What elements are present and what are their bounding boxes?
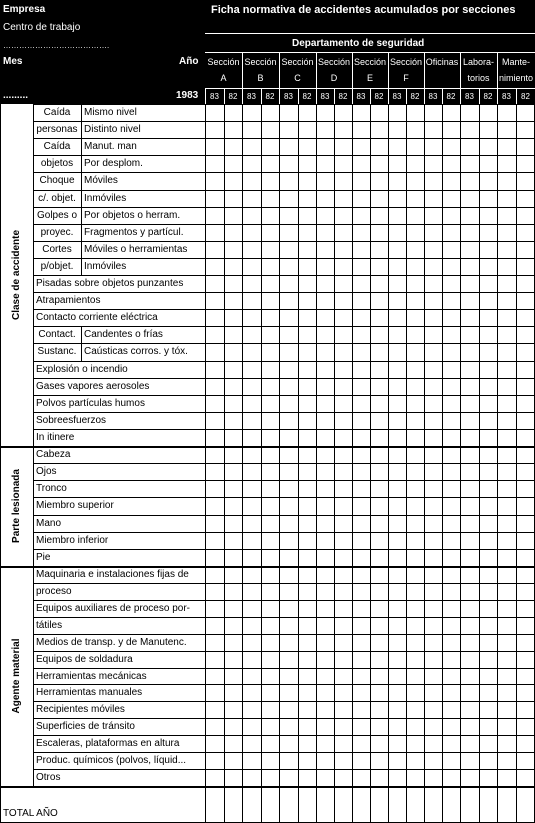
column-title-line1: Sección [389,57,423,67]
year-label: 83 [392,92,402,101]
row-label: Miembro superior [36,500,114,511]
section-line [0,566,535,568]
row-label: Otros [36,772,61,783]
column-line [424,104,425,823]
column-line [205,104,206,823]
group-label: personas [36,124,78,135]
group-label: Cortes [42,244,72,255]
section-line [0,786,535,788]
form-title: Ficha normativa de accidentes acumulados por secciones [211,4,516,16]
column-line [279,104,280,823]
column-title-line2: E [366,73,373,83]
column-line [388,104,389,823]
row-label: In itinere [36,432,75,443]
row-label: proceso [36,586,72,597]
row-label: Manut. man [84,141,137,152]
year-label: 82 [410,92,420,101]
group-label: proyec. [40,227,74,238]
year-label: 82 [265,92,275,101]
subcolumn-line [516,104,517,823]
year-label: 82 [338,92,348,101]
column-title-line1: Labora- [462,57,495,67]
row-label: Pie [36,552,51,563]
subcolumn-line [334,104,335,823]
total-label: TOTAL AÑO [3,808,58,819]
year-label: 83 [356,92,366,101]
empresa-label: Empresa [3,4,46,15]
section-label-clase: Clase de accidente [11,229,22,321]
column-title-line2: C [294,73,301,83]
group-label: p/objet. [40,261,74,272]
column-line [242,104,243,823]
year-label: 82 [521,92,530,101]
row-label: Gases vapores aerosoles [36,381,150,392]
column-title-line1: Sección [244,57,277,67]
header-divider [205,52,535,53]
row-label: Medios de transp. y de Manutenc. [36,637,187,648]
row-label: Fragmentos y partícul. [84,227,184,238]
row-label: Explosión o incendio [36,364,128,375]
row-label: Inmóviles [84,193,127,204]
subcolumn-line [479,104,480,823]
row-label: Ojos [36,466,57,477]
column-title-line2: D [330,73,338,83]
section-label-parte: Parte lesionada [11,469,22,543]
row-label: Por desplom. [84,158,143,169]
row-label: Produc. químicos (polvos, líquid... [36,755,187,766]
row-label: Contacto corriente eléctrica [36,312,158,323]
column-title-line2: A [220,73,227,83]
row-label: Herramientas manuales [36,687,143,698]
year-label: 1983 [176,90,199,101]
row-label: Tronco [36,483,67,494]
section-label-agente: Agente material [11,638,22,714]
year-label: 82 [302,92,312,101]
year-label: 82 [446,92,456,101]
subcolumn-line [370,104,371,823]
row-label: Maquinaria e instalaciones fijas de [36,569,189,580]
mes-dots: ......... [3,90,29,101]
group-label: objetos [40,158,74,169]
grid-border [0,104,1,823]
year-label: 82 [483,92,493,101]
row-label: Cabeza [36,449,71,460]
year-label: 83 [247,92,256,101]
column-title-line2: B [257,73,264,83]
column-title-line1: Sección [281,57,314,67]
group-label: Sustanc. [37,346,77,357]
row-label: Miembro inferior [36,535,109,546]
section-line [0,446,535,448]
subcolumn-line [261,104,262,823]
column-line [316,104,317,823]
row-label: Distinto nivel [84,124,141,135]
header-divider [205,33,535,34]
year-label: 83 [502,92,511,101]
header-divider [205,88,535,89]
subcolumn-line [442,104,443,823]
mes-label: Mes [3,56,23,67]
year-label: 83 [320,92,330,101]
group-label: Golpes o [36,210,78,221]
ano-label: Año [179,56,199,67]
column-title-line1: Sección [353,57,387,67]
row-label: Sobreesfuerzos [36,415,107,426]
group-label: Contact. [38,329,76,340]
group-divider [81,104,82,275]
column-title-line2: torios [467,73,490,83]
centro-dots: …………………………………. [3,41,110,50]
row-label: Caústicas corros. y tóx. [84,346,188,357]
subcolumn-line [298,104,299,823]
row-label: Mano [36,518,62,529]
group-divider [81,326,82,361]
column-title-line1: Oficinas [425,57,459,67]
subcolumn-line [406,104,407,823]
row-label: Atrapamientos [36,295,101,306]
column-title-line1: Mante- [501,57,530,67]
year-label: 83 [284,92,293,101]
row-label: Equipos auxiliares de proceso por- [36,603,190,614]
row-label: Polvos partículas humos [36,398,145,409]
row-label: tátiles [36,620,63,631]
row-label: Herramientas mecánicas [36,671,147,682]
year-label: 83 [428,92,438,101]
column-title-line1: Sección [207,57,240,67]
grid-border [33,104,34,786]
group-label: Choque [39,175,75,186]
row-label: Móviles [84,175,118,186]
column-line [460,104,461,823]
column-title-line1: Sección [317,57,351,67]
year-label: 83 [465,92,474,101]
row-label: Equipos de soldadura [36,654,133,665]
column-title-line2: F [403,73,409,83]
row-label: Escaleras, plataformas en altura [36,738,180,749]
row-label: Superficies de tránsito [36,721,135,732]
column-line [497,104,498,823]
year-label: 82 [374,92,384,101]
year-label: 82 [228,92,238,101]
row-label: Inmóviles [84,261,127,272]
group-label: c/. objet. [38,193,76,204]
row-label: Pisadas sobre objetos punzantes [36,278,184,289]
group-label: Caída [43,141,71,152]
row-label: Móviles o herramientas [84,244,188,255]
departamento-label: Departamento de seguridad [292,38,425,49]
row-label: Mismo nivel [84,107,137,118]
row-label: Recipientes móviles [36,704,125,715]
column-title-line2: nimiento [498,73,534,83]
column-line [352,104,353,823]
row-label: Por objetos o herram. [84,210,181,221]
group-label: Caída [43,107,71,118]
centro-label: Centro de trabajo [3,22,81,33]
row-label: Candentes o frías [84,329,163,340]
year-label: 83 [210,92,219,101]
subcolumn-line [224,104,225,823]
